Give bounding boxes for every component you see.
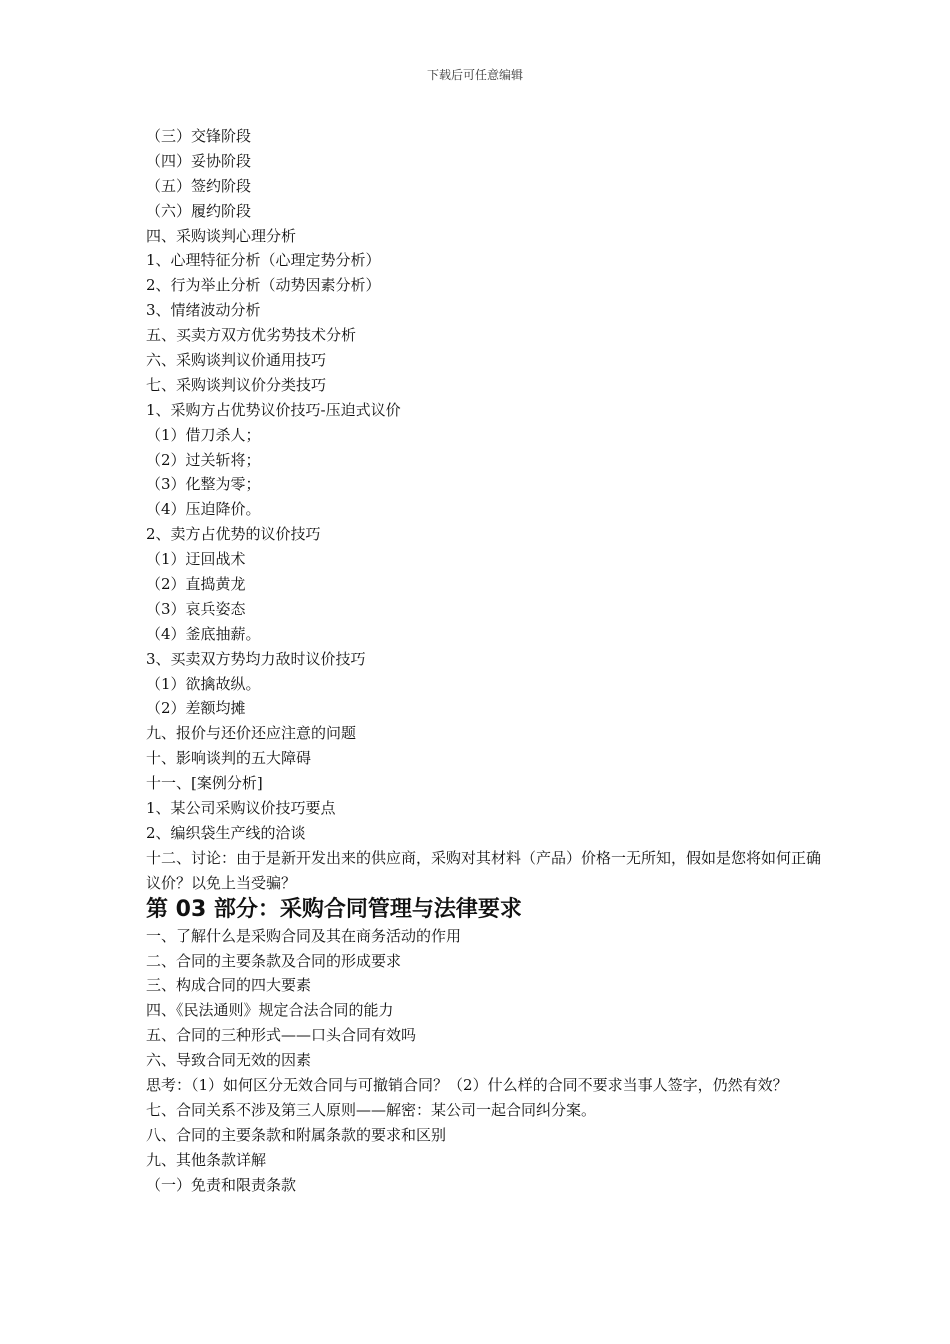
list-item: 六、采购谈判议价通用技巧 xyxy=(146,351,327,370)
part-heading: 第 03 部分：采购合同管理与法律要求 xyxy=(146,896,522,922)
thinking-paragraph: 思考：（1）如何区分无效合同与可撤销合同？（2）什么样的合同不要求当事人签字，仍然有效？ xyxy=(146,1075,788,1094)
page-header: 下载后可任意编辑 xyxy=(426,68,523,82)
section-clause-list xyxy=(146,1098,826,1198)
list-item: 2、卖方占优势的议价技巧 xyxy=(146,525,321,544)
list-item: 1、心理特征分析（心理定势分析） xyxy=(146,251,381,270)
section-negotiation-list xyxy=(146,124,826,846)
list-item: （一）免责和限责条款 xyxy=(146,1175,297,1194)
list-item: （1）迂回战术 xyxy=(146,550,246,569)
list-item: （四）妥协阶段 xyxy=(146,151,252,170)
list-item: 八、合同的主要条款和附属条款的要求和区别 xyxy=(146,1125,447,1144)
list-item: （2）差额均摊 xyxy=(146,699,246,718)
list-item: 1、采购方占优势议价技巧-压迫式议价 xyxy=(146,400,401,419)
list-item: 五、合同的三种形式——口头合同有效吗 xyxy=(146,1026,417,1045)
list-item: 七、合同关系不涉及第三人原则——解密：某公司一起合同纠分案。 xyxy=(146,1100,597,1119)
list-item: 十一、[案例分析] xyxy=(146,774,263,793)
list-item: （2）过关斩将； xyxy=(146,450,261,469)
list-item: 九、报价与还价还应注意的问题 xyxy=(146,724,357,743)
section-contract-list xyxy=(146,924,826,1073)
list-item: 二、合同的主要条款及合同的形成要求 xyxy=(146,951,402,970)
list-item: 3、买卖双方势均力敌时议价技巧 xyxy=(146,649,366,668)
list-item: （3）哀兵姿态 xyxy=(146,599,246,618)
list-item: 四、采购谈判心理分析 xyxy=(146,226,297,245)
list-item: 三、构成合同的四大要素 xyxy=(146,976,312,995)
list-item: 2、编织袋生产线的洽谈 xyxy=(146,823,306,842)
list-item: 七、采购谈判议价分类技巧 xyxy=(146,375,327,394)
list-item: （1）欲擒故纵。 xyxy=(146,674,261,693)
list-item: 五、买卖方双方优劣势技术分析 xyxy=(146,326,357,345)
list-item: （五）签约阶段 xyxy=(146,176,252,195)
list-item: （1）借刀杀人； xyxy=(146,425,261,444)
list-item: （三）交锋阶段 xyxy=(146,127,252,145)
list-item: 四、《民法通则》规定合法合同的能力 xyxy=(146,1001,394,1020)
list-item: 1、某公司采购议价技巧要点 xyxy=(146,799,336,818)
list-item: （4）压迫降价。 xyxy=(146,500,261,519)
list-item: （3）化整为零； xyxy=(146,475,261,494)
list-item: （4）釜底抽薪。 xyxy=(146,624,261,643)
list-item: 九、其他条款详解 xyxy=(146,1150,267,1169)
document-body xyxy=(146,124,826,1197)
list-item: 2、行为举止分析（动势因素分析） xyxy=(146,276,381,295)
list-item: 一、了解什么是采购合同及其在商务活动的作用 xyxy=(146,926,462,945)
list-item: （六）履约阶段 xyxy=(146,201,252,220)
list-item: 六、导致合同无效的因素 xyxy=(146,1051,312,1070)
list-item: 十、影响谈判的五大障碍 xyxy=(146,749,312,768)
list-item: 3、情绪波动分析 xyxy=(146,301,261,320)
list-item: （2）直捣黄龙 xyxy=(146,575,246,594)
discussion-paragraph: 十二、讨论：由于是新开发出来的供应商，采购对其材料（产品）价格一无所知，假如是您将如何正确议价？以免上当受骗？ xyxy=(146,848,822,892)
